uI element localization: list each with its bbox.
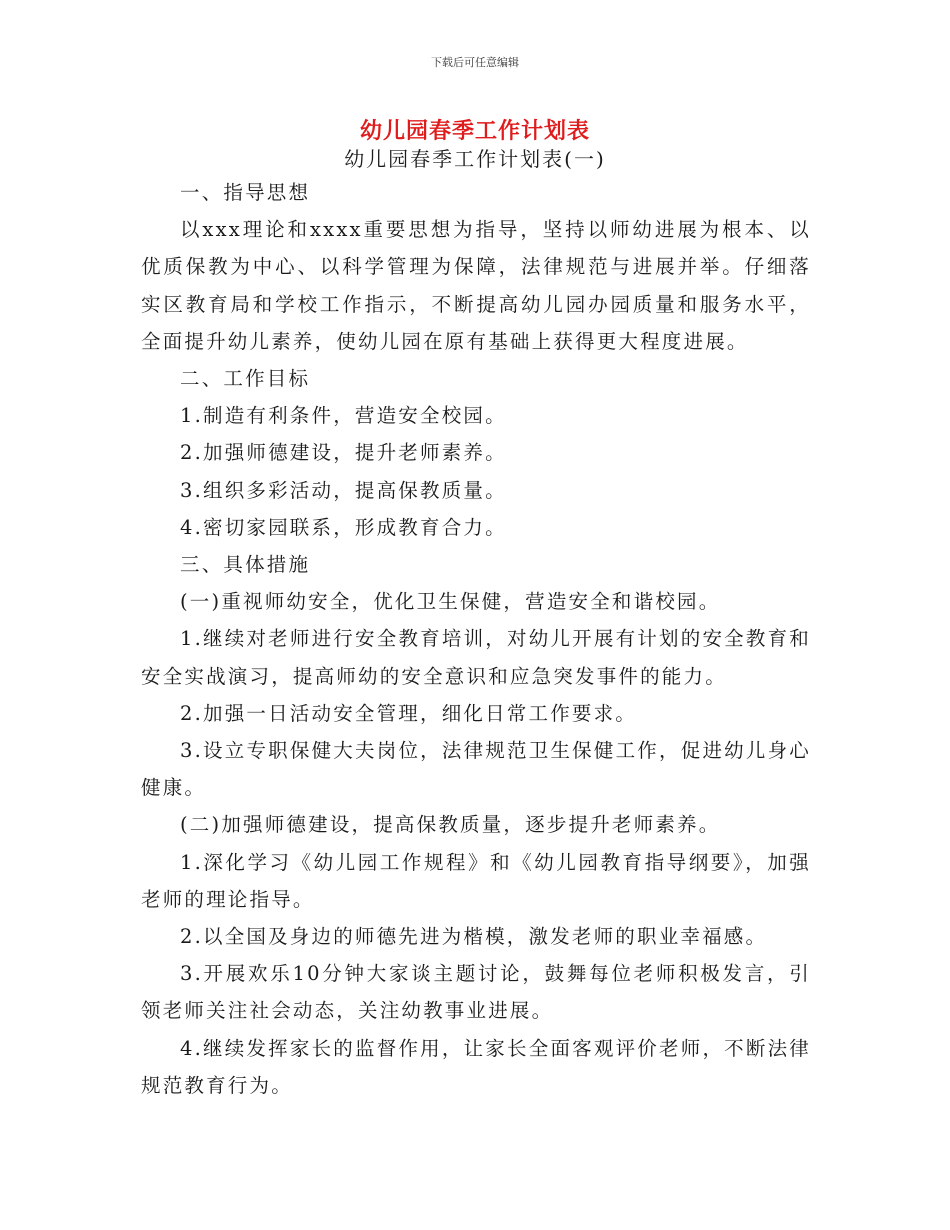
section-heading-work-goals: 二、工作目标 — [180, 367, 311, 391]
list-item: 1.继续对老师进行安全教育培训，对幼儿开展有计划的安全教育和安全实战演习，提高师幼的安全意识和应急突发事件的能力。 — [141, 627, 811, 688]
paragraph: 以xxx理论和xxxx重要思想为指导，坚持以师幼进展为根本、以优质保教为中心、以科学管理为保障，法律规范与进展并举。仔细落实区教育局和学校工作指示，不断提高幼儿园办园质量和服务水平，全面提升幼儿素养，使幼儿园在原有基础上获得更大程度进展。 — [141, 218, 811, 353]
list-item: 3.组织多彩活动，提高保教质量。 — [180, 478, 507, 502]
list-item: 2.加强师德建设，提升老师素养。 — [180, 441, 507, 465]
list-item: 1.制造有利条件，营造安全校园。 — [180, 404, 507, 428]
document-subtitle: 幼儿园春季工作计划表(一) — [344, 147, 606, 171]
header-note: 下载后可任意编辑 — [431, 56, 519, 69]
list-item: 2.加强一日活动安全管理，细化日常工作要求。 — [180, 701, 638, 725]
list-item: 3.设立专职保健大夫岗位，法律规范卫生保健工作，促进幼儿身心健康。 — [141, 739, 811, 800]
list-item: 2.以全国及身边的师德先进为楷模，激发老师的职业幸福感。 — [180, 925, 768, 949]
section-heading-guiding-thought: 一、指导思想 — [180, 181, 311, 204]
list-item: 3.开展欢乐10分钟大家谈主题讨论，鼓舞每位老师积极发言，引领老师关注社会动态，关注幼教事业进展。 — [141, 962, 811, 1023]
document-body — [141, 174, 811, 1104]
list-item: 4.继续发挥家长的监督作用，让家长全面客观评价老师，不断法律规范教育行为。 — [141, 1036, 811, 1097]
list-item: 1.深化学习《幼儿园工作规程》和《幼儿园教育指导纲要》，加强老师的理论指导。 — [141, 850, 811, 911]
section-heading-measures: 三、具体措施 — [180, 553, 311, 577]
subsection-heading: (二)加强师德建设，提高保教质量，逐步提升老师素养。 — [180, 813, 721, 837]
subsection-heading: (一)重视师幼安全，优化卫生保健，营造安全和谐校园。 — [180, 590, 721, 614]
document-title: 幼儿园春季工作计划表 — [359, 118, 590, 144]
list-item: 4.密切家园联系，形成教育合力。 — [180, 515, 507, 539]
